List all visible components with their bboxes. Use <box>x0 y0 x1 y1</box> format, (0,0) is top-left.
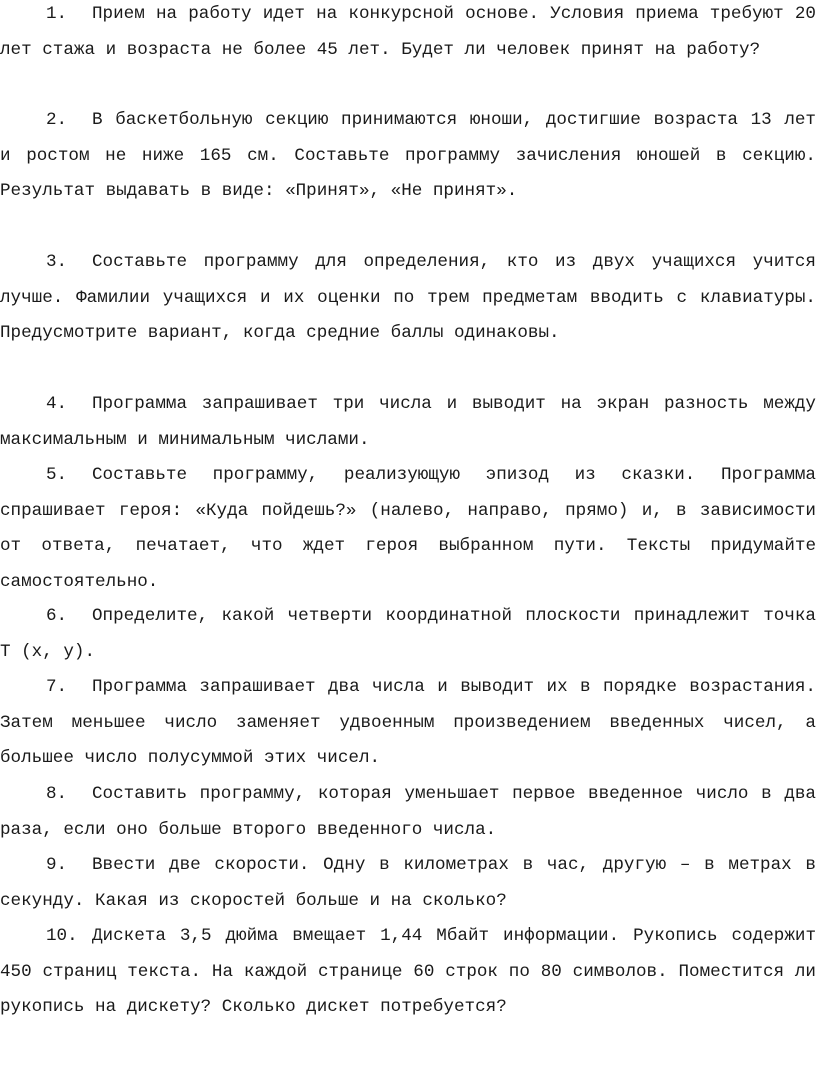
task-number: 2. <box>46 110 68 130</box>
task-item-10 <box>0 919 816 1026</box>
task-text: Программа запрашивает три числа и выводит на экран разность между максимальным и минимальным числами. <box>0 394 816 450</box>
task-number: 1. <box>46 4 68 24</box>
task-item-2 <box>0 103 816 210</box>
task-number: 7. <box>46 677 68 697</box>
task-text: Определите, какой четверти координатной плоскости принадлежит точка Т (x, y). <box>0 606 816 662</box>
task-text: Ввести две скорости. Одну в километрах в час, другую – в метрах в секунду. Какая из скоростей больше и на сколько? <box>0 855 816 911</box>
task-item-9 <box>0 848 816 919</box>
task-text: Составьте программу для определения, кто из двух учащихся учится лучше. Фамилии учащихся и их оценки по трем предметам вводить с клавиатуры. Предусмотрите вариант, когда средние баллы одинаковы. <box>0 252 816 344</box>
task-text: Прием на работу идет на конкурсной основе. Условия приема требуют 20 лет стажа и возраста не более 45 лет. Будет ли человек принят на работу? <box>0 4 816 60</box>
task-text: Программа запрашивает два числа и выводит их в порядке возрастания. Затем меньшее число заменяет удвоенным произведением введенных чисел, а большее число полусуммой этих чисел. <box>0 677 816 769</box>
task-text: Составьте программу, реализующую эпизод из сказки. Программа спрашивает героя: «Куда пойдешь?» (налево, направо, прямо) и, в зависимости от ответа, печатает, что ждет героя выбранном пути. Тексты придумайте самостоятельно. <box>0 465 816 592</box>
task-item-7 <box>0 670 816 777</box>
task-item-5 <box>0 458 816 600</box>
task-number: 8. <box>46 784 68 804</box>
task-text: Дискета 3,5 дюйма вмещает 1,44 Мбайт информации. Рукопись содержит 450 страниц текста. На каждой странице 60 строк по 80 символов. Поместится ли рукопись на дискету? Сколько дискет потребуется? <box>0 926 816 1018</box>
task-item-1 <box>0 0 816 68</box>
task-number: 10. <box>46 926 78 946</box>
task-item-8 <box>0 777 816 848</box>
task-number: 4. <box>46 394 68 414</box>
task-item-3 <box>0 245 816 352</box>
task-number: 5. <box>46 465 68 485</box>
task-number: 6. <box>46 606 68 626</box>
task-item-4 <box>0 387 816 458</box>
task-number: 3. <box>46 252 68 272</box>
task-text: В баскетбольную секцию принимаются юноши, достигшие возраста 13 лет и ростом не ниже 165 см. Составьте программу зачисления юношей в секцию. Результат выдавать в виде: «Принят», «Не принят». <box>0 110 816 202</box>
task-number: 9. <box>46 855 68 875</box>
task-text: Составить программу, которая уменьшает первое введенное число в два раза, если оно больше второго введенного числа. <box>0 784 816 840</box>
task-item-6 <box>0 599 816 670</box>
